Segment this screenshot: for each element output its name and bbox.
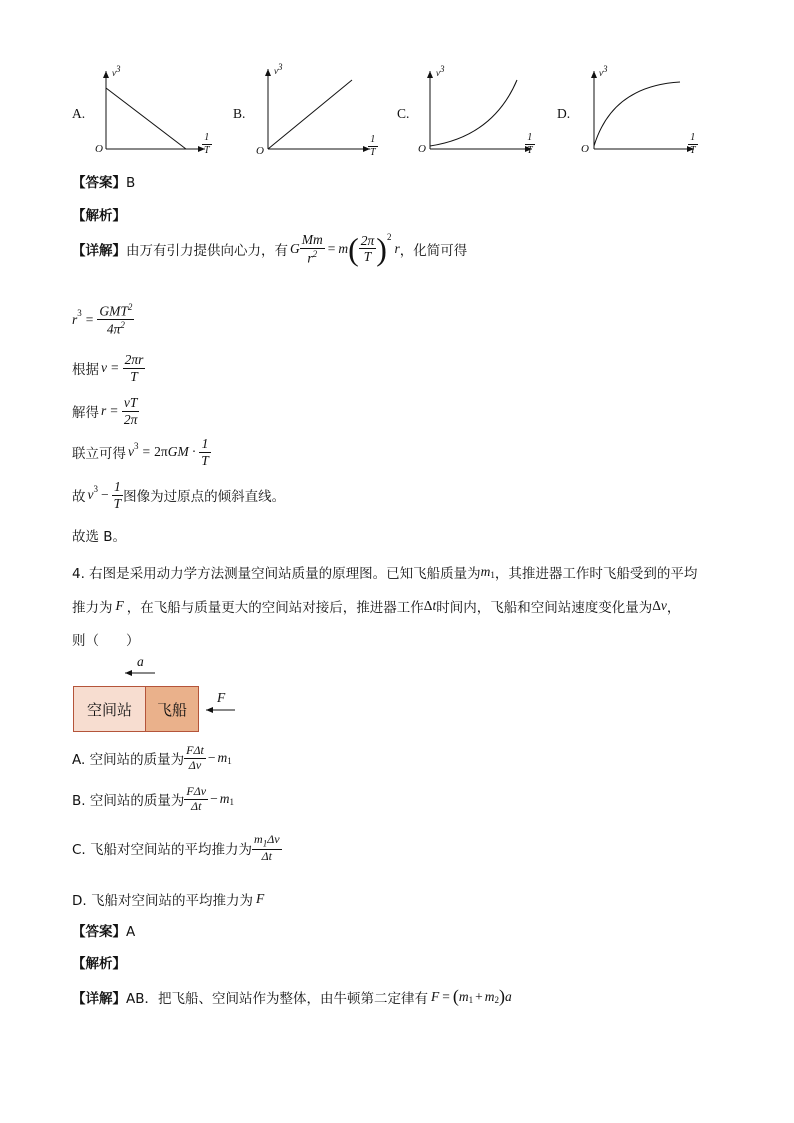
graph-option-a-label: A.: [72, 106, 86, 121]
graph-d-origin: O: [581, 143, 589, 155]
graph-b-x-label: $\frac{1}{T}$: [370, 134, 376, 158]
q3-choose: 故选 B。: [72, 529, 127, 545]
graph-a-x-label: $\frac{1}{T}$: [204, 132, 210, 156]
q4-stem-line-3: 则（ ）: [72, 633, 140, 649]
graph-option-b-label: B.: [233, 106, 246, 121]
graph-c-origin: O: [418, 143, 426, 155]
q4-stem-line-1: 4. 右图是采用动力学方法测量空间站质量的原理图。已知飞船质量为 m $_1$ ，其推进器工作时飞船受到的平均: [72, 564, 698, 582]
graph-c-y-label: $v^3$: [436, 64, 445, 78]
q3-detail-line: 【详解】 由万有引力提供向心力，有 G $\frac{Mm}{r^2}$ = m ( $\frac{2\pi}{T}$ ) 2 r ，化简可得: [72, 230, 468, 267]
eq-solve-line: 解得 r = $\frac{vT}{2\pi}$: [72, 395, 138, 427]
diagram-force-label: F: [217, 690, 226, 705]
eq-gravity: G: [290, 240, 300, 256]
q3-conclusion: 故 v $^3$ − $\frac{1}{T}$ 图像为过原点的倾斜直线。: [72, 479, 286, 511]
graph-option-c-label: C.: [397, 106, 410, 121]
q4-option-b: B. 空间站的质量为 $\frac{\text{FΔv}}{\Delta t}$ − m $_1$: [72, 784, 234, 813]
diagram-accel-label: a: [137, 654, 144, 669]
diagram-ship-box: 飞船: [145, 686, 199, 732]
graph-c-x-label: $\frac{1}{T}$: [527, 132, 533, 156]
q3-answer-tag: 【答案】: [72, 175, 126, 191]
graph-b-y-label: $v^3$: [274, 62, 283, 76]
graph-a-y-label: $v^3$: [112, 64, 121, 78]
graph-b-origin: O: [256, 145, 264, 157]
graph-a-origin: O: [95, 143, 103, 155]
eq-gravity-frac: $\frac{Mm}{r^2}$: [301, 232, 323, 266]
q3-analysis-tag: 【解析】: [72, 208, 126, 224]
diagram-station-box: 空间站: [73, 686, 146, 732]
q4-answer-value: A: [126, 924, 136, 940]
graph-d-x-label: $\frac{1}{T}$: [690, 132, 696, 156]
q4-option-c: C. 飞船对空间站的平均推力为 $\frac{m_1\Delta v}{\Delta t}$: [72, 832, 280, 863]
q4-analysis-tag: 【解析】: [72, 956, 126, 972]
q3-answer-value: B: [126, 175, 136, 191]
q4-option-d: D. 飞船对空间站的平均推力为 F: [72, 891, 265, 909]
q3-detail-tag: 【详解】: [72, 242, 126, 259]
q4-answer-tag: 【答案】: [72, 924, 126, 940]
eq-r-cubed: r $^3$ = $\frac{GMT^2}{4\pi^2}$: [72, 302, 133, 337]
q4-option-a: A. 空间站的质量为 $\frac{\text{FΔt}}{\Delta v}$ − m $_1$: [72, 743, 232, 772]
q4-stem-line-2: 推力为 F ，在飞船与质量更大的空间站对接后，推进器工作 Δ t 时间内，飞船和空间站速度变化量为 Δ v ，: [72, 598, 681, 616]
graph-d-y-label: $v^3$: [599, 64, 608, 78]
eq-basis-line: 根据 v = $\frac{2\pi r}{T}$: [72, 352, 144, 384]
q4-detail-line: 【详解】 AB．把飞船、空间站作为整体，由牛顿第二定律有 F = ( m $_1$ + m $_2$ ) a: [72, 986, 512, 1007]
q4-answer: [72, 920, 135, 940]
eq-combine-line: 联立可得 v $^3$ = 2π GM · $\frac{1}{T}$: [72, 436, 209, 468]
graph-option-d-label: D.: [557, 106, 571, 121]
q4-detail-tag: 【详解】: [72, 990, 126, 1007]
